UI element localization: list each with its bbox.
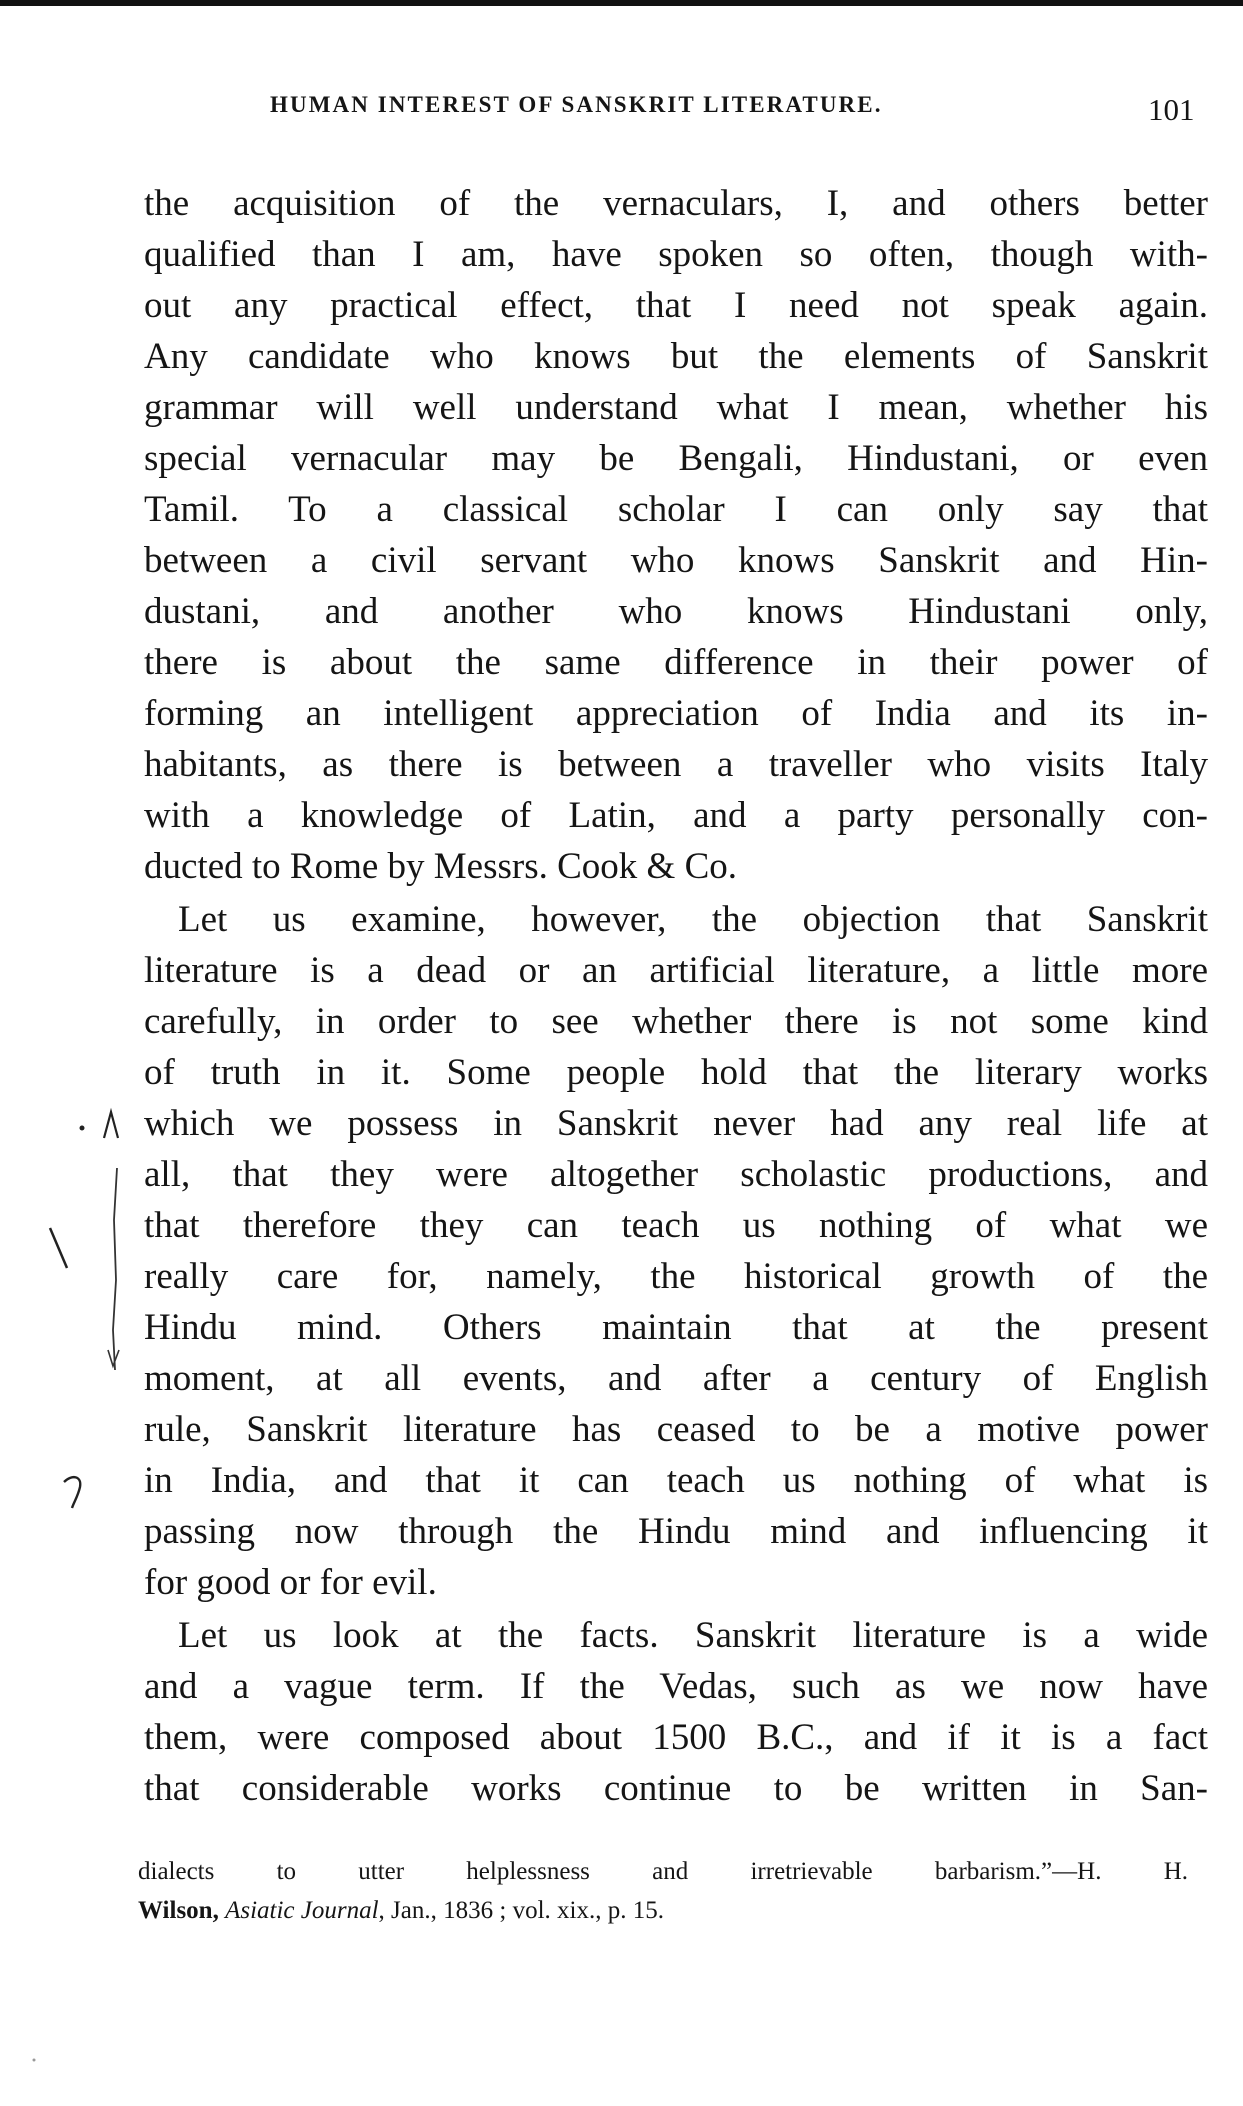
margin-dot [80,1126,85,1131]
text-line: grammar will well understand what I mean, whether his [144,387,1208,428]
margin-dot [33,2059,36,2062]
text-line: ducted to Rome by Messrs. Cook & Co. [144,846,738,887]
text-line: forming an intelligent appreciation of India and its in- [144,693,1208,734]
margin-hook-mark [64,1477,80,1508]
text-line: dustani, and another who knows Hindustani only, [144,591,1208,632]
footnote-author: Wilson, [138,1897,226,1924]
text-line: special vernacular may be Bengali, Hindustani, or even [144,438,1208,479]
text-line: all, that they were altogether scholastic productions, and [144,1154,1208,1195]
text-line: them, were composed about 1500 B.C., and if it is a fact [144,1717,1208,1758]
text-line: between a civil servant who knows Sanskrit and Hin- [144,540,1208,581]
text-line: Any candidate who knows but the elements of Sanskrit [144,336,1208,377]
footnote [138,1852,1188,1930]
text-line: in India, and that it can teach us nothing of what is [144,1460,1208,1501]
caret-mark [104,1112,118,1138]
footnote-line [138,1891,1188,1930]
top-border-rule [0,0,1243,6]
page-number: 101 [1148,92,1195,127]
text-line: carefully, in order to see whether there is not some kind [144,1001,1208,1042]
text-line: habitants, as there is between a traveller who visits Italy [144,744,1208,785]
margin-diagonal-stroke [50,1228,67,1268]
running-head: HUMAN INTEREST OF SANSKRIT LITERATURE. [270,92,883,117]
text-line: for good or for evil. [144,1562,437,1603]
text-line: that considerable works continue to be written in San- [144,1768,1208,1809]
text-line: the acquisition of the vernaculars, I, and others better [144,183,1208,224]
text-line: qualified than I am, have spoken so often, though with- [144,234,1208,275]
text-line: rule, Sanskrit literature has ceased to be a motive power [144,1409,1208,1450]
margin-vertical-line [113,1168,117,1370]
text-line: with a knowledge of Latin, and a party personally con- [144,795,1208,836]
text-line: out any practical effect, that I need not speak again. [144,285,1208,326]
text-line: literature is a dead or an artificial literature, a little more [144,950,1208,991]
text-line: of truth in it. Some people hold that the literary works [144,1052,1208,1093]
text-line: there is about the same difference in their power of [144,642,1208,683]
paragraph [144,1610,1208,1814]
text-line: Let us examine, however, the objection that Sanskrit [178,899,1208,940]
body-text [144,178,1208,1814]
text-line: that therefore they can teach us nothing of what we [144,1205,1208,1246]
text-line: and a vague term. If the Vedas, such as we now have [144,1666,1208,1707]
footnote-line: dialects to utter helplessness and irretrievable barbarism.”—H. H. [138,1858,1188,1885]
text-line: Let us look at the facts. Sanskrit literature is a wide [178,1615,1208,1656]
text-line: Tamil. To a classical scholar I can only say that [144,489,1208,530]
footnote-source: Asiatic Journal [225,1897,379,1924]
footnote-citation: , Jan., 1836 ; vol. xix., p. 15. [378,1897,664,1924]
text-line: passing now through the Hindu mind and influencing it [144,1511,1208,1552]
text-line: which we possess in Sanskrit never had any real life at [144,1103,1208,1144]
paragraph [144,178,1208,892]
paragraph [144,894,1208,1608]
text-line: moment, at all events, and after a century of English [144,1358,1208,1399]
margin-annotations [0,0,140,2106]
text-line: really care for, namely, the historical growth of the [144,1256,1208,1297]
text-line: Hindu mind. Others maintain that at the present [144,1307,1208,1348]
